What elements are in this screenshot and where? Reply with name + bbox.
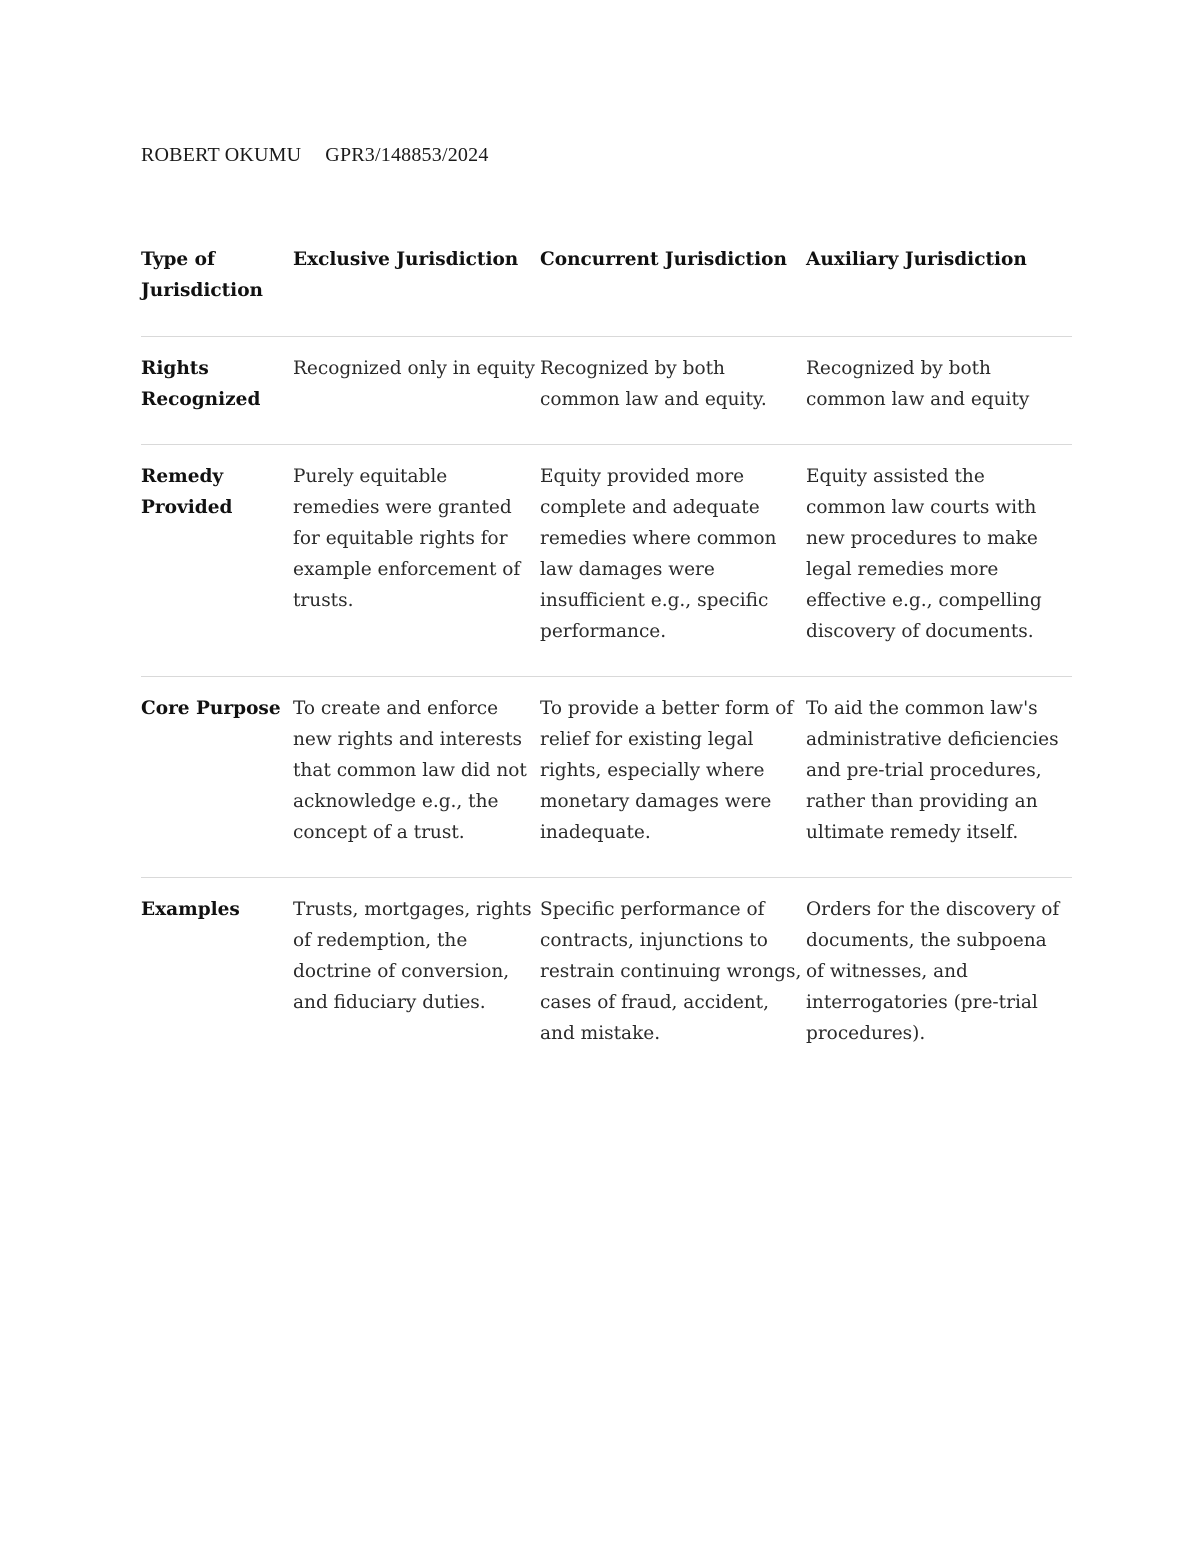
table-cell-concurrent: Recognized by both common law and equity. [540, 358, 767, 410]
table-cell-concurrent: Equity provided more complete and adequate remedies where common law damages were insufficient e.g., specific performance. [540, 466, 777, 642]
table-row-rights-recognized [141, 337, 1072, 445]
registration-number: GPR3/148853/2024 [325, 144, 489, 166]
table-cell-auxiliary: To aid the common law's administrative deficiencies and pre-trial procedures, rather than providing an ultimate remedy itself. [806, 698, 1059, 843]
column-header-type: Type of Jurisdiction [141, 249, 263, 301]
column-header-exclusive: Exclusive Jurisdiction [293, 249, 519, 270]
table-cell-concurrent: Specific performance of contracts, injunctions to restrain continuing wrongs, cases of fraud, accident, and mistake. [540, 899, 802, 1044]
table-header-row [141, 244, 1072, 337]
table-cell-exclusive: To create and enforce new rights and interests that common law did not acknowledge e.g., the concept of a trust. [293, 698, 527, 843]
row-label: Core Purpose [141, 698, 281, 719]
table-cell-concurrent: To provide a better form of relief for existing legal rights, especially where monetary damages were inadequate. [540, 698, 794, 843]
table-row-core-purpose [141, 677, 1072, 878]
table-cell-auxiliary: Recognized by both common law and equity [806, 358, 1030, 410]
table-cell-exclusive: Recognized only in equity [293, 358, 535, 379]
student-name: ROBERT OKUMU [141, 144, 302, 166]
table-cell-auxiliary: Orders for the discovery of documents, the subpoena of witnesses, and interrogatories (pre-trial procedures). [806, 899, 1060, 1044]
table-row-examples [141, 878, 1072, 1060]
row-label: Examples [141, 899, 240, 920]
table-row-remedy-provided [141, 445, 1072, 677]
column-header-concurrent: Concurrent Jurisdiction [540, 249, 787, 270]
row-label: Remedy Provided [141, 466, 233, 518]
row-label: Rights Recognized [141, 358, 261, 410]
table-cell-exclusive: Purely equitable remedies were granted for equitable rights for example enforcement of trusts. [293, 466, 521, 611]
table-cell-auxiliary: Equity assisted the common law courts with new procedures to make legal remedies more effective e.g., compelling discovery of documents. [806, 466, 1042, 642]
document-header [141, 144, 489, 167]
column-header-auxiliary: Auxiliary Jurisdiction [806, 249, 1027, 270]
table-cell-exclusive: Trusts, mortgages, rights of redemption, the doctrine of conversion, and fiduciary duties. [293, 899, 532, 1013]
jurisdiction-comparison-table [141, 244, 1072, 1059]
